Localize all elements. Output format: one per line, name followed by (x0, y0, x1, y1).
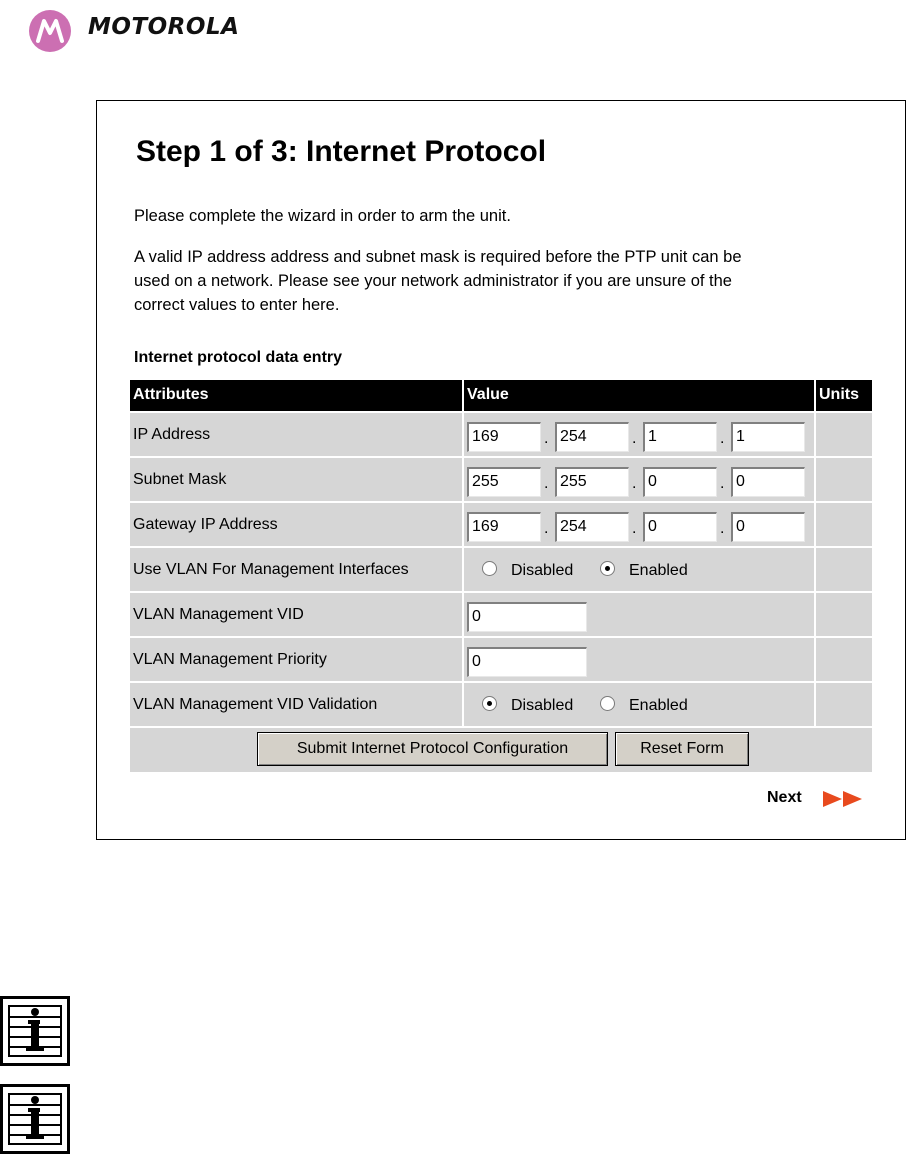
gateway-label: Gateway IP Address (130, 503, 462, 546)
vid-validation-label: VLAN Management VID Validation (130, 683, 462, 726)
subnet-mask-units (816, 458, 872, 501)
subnet-mask-row (130, 458, 872, 501)
brand-name: MOTOROLA (88, 14, 240, 40)
subnet-mask-octet-1[interactable]: 255 (467, 467, 541, 497)
gateway-octet-3[interactable]: 0 (643, 512, 717, 542)
octet-separator: . (632, 475, 637, 492)
vid-validation-enabled-radio[interactable] (600, 696, 615, 711)
gateway-row (130, 503, 872, 546)
ip-address-octet-3[interactable]: 1 (643, 422, 717, 452)
subnet-mask-value (464, 458, 814, 501)
intro-text: Please complete the wizard in order to arm the unit. (134, 207, 511, 225)
vlan-vid-row (130, 593, 872, 636)
vlan-priority-value (464, 638, 814, 681)
vlan-mgmt-disabled-label: Disabled (511, 562, 574, 579)
motorola-logo-icon (29, 10, 71, 52)
octet-separator: . (632, 430, 637, 447)
ip-address-octet-2[interactable]: 254 (555, 422, 629, 452)
next-link[interactable]: Next (767, 789, 802, 806)
vlan-priority-row (130, 638, 872, 681)
vlan-mgmt-enabled-label: Enabled (629, 562, 688, 579)
vlan-mgmt-row (130, 548, 872, 591)
vlan-vid-input[interactable]: 0 (467, 602, 587, 632)
ip-address-units (816, 413, 872, 456)
ip-address-value (464, 413, 814, 456)
vid-validation-enabled-label: Enabled (629, 697, 688, 714)
vlan-mgmt-enabled-radio[interactable] (600, 561, 615, 576)
vlan-priority-input[interactable]: 0 (467, 647, 587, 677)
ip-address-label: IP Address (130, 413, 462, 456)
ip-address-octet-1[interactable]: 169 (467, 422, 541, 452)
subnet-mask-octet-2[interactable]: 255 (555, 467, 629, 497)
ip-address-octet-4[interactable]: 1 (731, 422, 805, 452)
description-line: correct values to enter here. (134, 296, 340, 314)
octet-separator: . (544, 475, 549, 492)
description-line: used on a network. Please see your network administrator if you are unsure of the (134, 272, 732, 290)
form-buttons-cell (130, 728, 872, 772)
vlan-priority-label: VLAN Management Priority (130, 638, 462, 681)
vlan-vid-value (464, 593, 814, 636)
vlan-priority-units (816, 638, 872, 681)
octet-separator: . (544, 430, 549, 447)
page-title: Step 1 of 3: Internet Protocol (136, 135, 547, 168)
vid-validation-units (816, 683, 872, 726)
vid-validation-row (130, 683, 872, 726)
next-arrow-icon[interactable] (823, 790, 865, 808)
reset-form-button[interactable]: Reset Form (615, 732, 749, 766)
submit-button[interactable]: Submit Internet Protocol Configuration (257, 732, 608, 766)
gateway-octet-1[interactable]: 169 (467, 512, 541, 542)
gateway-units (816, 503, 872, 546)
octet-separator: . (544, 520, 549, 537)
octet-separator: . (720, 475, 725, 492)
vid-validation-value (464, 683, 814, 726)
octet-separator: . (720, 430, 725, 447)
subnet-mask-octet-4[interactable]: 0 (731, 467, 805, 497)
vlan-mgmt-disabled-radio[interactable] (482, 561, 497, 576)
vid-validation-disabled-radio[interactable] (482, 696, 497, 711)
gateway-octet-4[interactable]: 0 (731, 512, 805, 542)
vlan-mgmt-units (816, 548, 872, 591)
ip-address-row (130, 413, 872, 456)
gateway-value (464, 503, 814, 546)
info-note-icon (0, 1084, 70, 1154)
header-attributes: Attributes (130, 380, 462, 411)
vlan-mgmt-label: Use VLAN For Management Interfaces (130, 548, 462, 591)
octet-separator: . (720, 520, 725, 537)
gateway-octet-2[interactable]: 254 (555, 512, 629, 542)
subnet-mask-label: Subnet Mask (130, 458, 462, 501)
subnet-mask-octet-3[interactable]: 0 (643, 467, 717, 497)
vlan-vid-units (816, 593, 872, 636)
form-buttons-row (130, 728, 872, 772)
header-value: Value (464, 380, 814, 411)
vlan-vid-label: VLAN Management VID (130, 593, 462, 636)
section-title: Internet protocol data entry (134, 349, 343, 366)
vid-validation-disabled-label: Disabled (511, 697, 574, 714)
info-note-icon (0, 996, 70, 1066)
header-units: Units (816, 380, 872, 411)
octet-separator: . (632, 520, 637, 537)
vlan-mgmt-value (464, 548, 814, 591)
table-header-row (130, 380, 872, 411)
description-line: A valid IP address address and subnet mask is required before the PTP unit can be (134, 248, 742, 266)
